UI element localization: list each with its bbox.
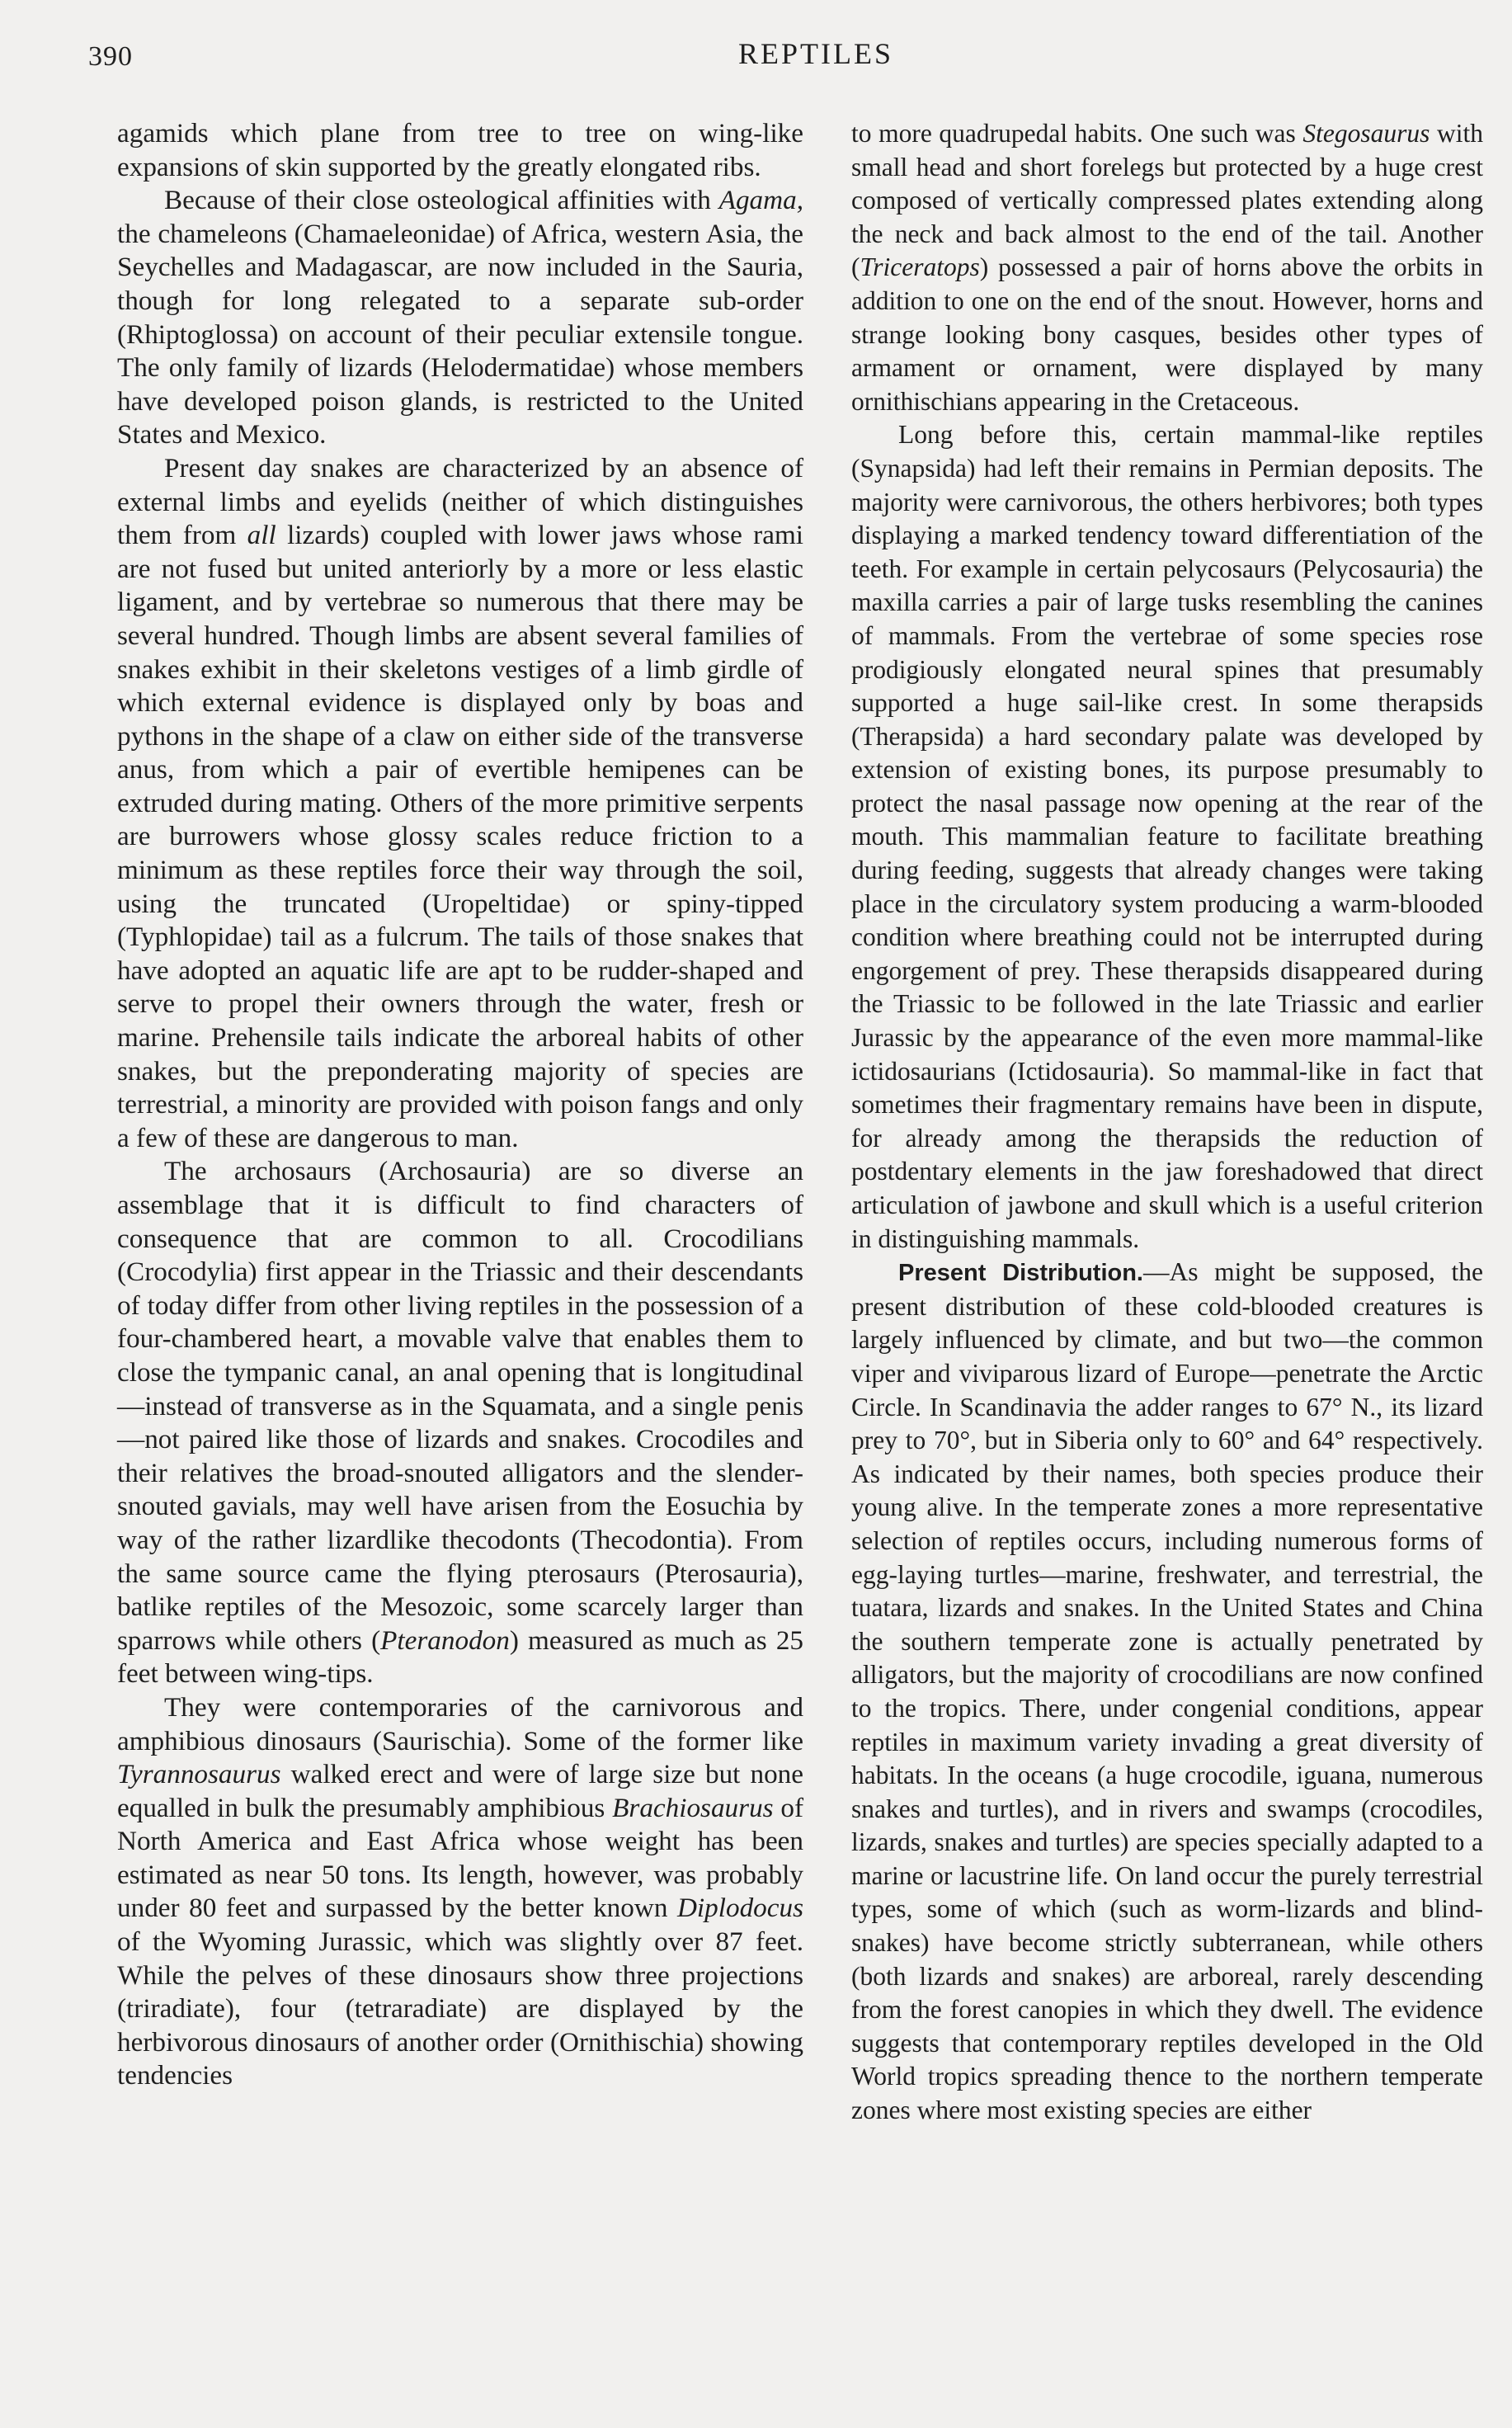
- genus-name: Diplodocus: [676, 1893, 803, 1924]
- page-number: 390: [88, 41, 133, 72]
- paragraph: to more quadrupedal habits. One such was Stegosaurus with small head and short forelegs but protected by a huge crest composed of vertically compressed plates extending along the neck and back almost to the end of the tail. Another (Triceratops) possessed a pair of horns above the orbits in addition to one on the end of the snout. However, horns and strange looking bony casques, besides other types of armament or ornament, were displayed by many ornithischians appearing in the Cretaceous.: [851, 119, 1483, 416]
- running-title: REPTILES: [738, 37, 894, 70]
- paragraph: Present day snakes are characterized by an absence of external limbs and eyelids (neither of which distinguishes them from all lizards) coupled with lower jaws whose rami are not fused but united anteriorly by a more or less elastic ligament, and by vertebrae so numerous that there may be several hundred. Though limbs are absent several families of snakes exhibit in their skeletons vestiges of a limb girdle of which external evidence is displayed only by boas and pythons in the shape of a claw on either side of the transverse anus, from which a pair of evertible hemipenes can be extruded during mating. Others of the more primitive serpents are burrowers whose glossy scales reduce friction to a minimum as these reptiles force their way through the soil, using the truncated (Uropeltidae) or spiny-tipped (Typhlopidae) tail as a fulcrum. The tails of those snakes that have adopted an aquatic life are apt to be rudder-shaped and serve to propel their owners through the water, fresh or marine. Prehensile tails indicate the arboreal habits of other snakes, but the preponderating majority of species are terrestrial, a minority are provided with poison fangs and only a few of these are dangerous to man.: [117, 452, 803, 1153]
- paragraph: Because of their close osteological affinities with Agama, the chameleons (Chamaeleonidae) of Africa, western Asia, the Seychelles and Madagascar, are now included in the Sauria, though for long relegated to a separate sub-order (Rhiptoglossa) on account of their peculiar extensile tongue. The only family of lizards (Helodermatidae) whose members have developed poison glands, is restricted to the United States and Mexico.: [117, 185, 803, 450]
- genus-name: Brachiosaurus: [612, 1792, 774, 1823]
- right-column: [851, 117, 1483, 2128]
- paragraph: agamids which plane from tree to tree on wing-like expansions of skin supported by the greatly elongated ribs.: [117, 118, 803, 182]
- genus-name: Stegosaurus: [1302, 119, 1430, 148]
- genus-name: Agama,: [718, 185, 803, 216]
- left-column: [117, 117, 803, 2093]
- paragraph: They were contemporaries of the carnivorous and amphibious dinosaurs (Saurischia). Some of the former like Tyrannosaurus walked erect and were of large size but none equalled in bulk the presumably amphibious Brachiosaurus of North America and East Africa whose weight has been estimated as near 50 tons. Its length, however, was probably under 80 feet and surpassed by the better known Diplodocus of the Wyoming Jurassic, which was slightly over 87 feet. While the pelves of these dinosaurs show three projections (triradiate), four (tetraradiate) are displayed by the herbivorous dinosaurs of another order (Ornithischia) showing tendencies: [117, 1691, 803, 2091]
- paragraph: Long before this, certain mammal-like reptiles (Synapsida) had left their remains in Permian deposits. The majority were carnivorous, the others herbivores; both types displaying a marked tendency toward differentiation of the teeth. For example in certain pelycosaurs (Pelycosauria) the maxilla carries a pair of large tusks resembling the canines of mammals. From the vertebrae of some species rose prodigiously elongated neural spines that presumably supported a huge sail-like crest. In some therapsids (Therapsida) a hard secondary palate was developed by extension of existing bones, its purpose presumably to protect the nasal passage now opening at the rear of the mouth. This mammalian feature to facilitate breathing during feeding, suggests that already changes were taking place in the circulatory system producing a warm-blooded condition where breathing could not be interrupted during engorgement of prey. These therapsids disappeared during the Triassic to be followed in the late Triassic and earlier Jurassic by the appearance of the even more mammal-like ictidosaurians (Ictidosauria). So mammal-like in fact that sometimes their fragmentary remains have been in dispute, for already among the therapsids the reduction of postdentary elements in the jaw foreshadowed that direct articulation of jawbone and skull which is a useful criterion in distinguishing mammals.: [851, 420, 1483, 1253]
- running-head: [0, 33, 1512, 74]
- paragraph: Present Distribution.—As might be supposed, the present distribution of these cold-blooded creatures is largely influenced by climate, and but two—the common viper and viviparous lizard of Europe—penetrate the Arctic Circle. In Scandinavia the adder ranges to 67° N., its lizard prey to 70°, but in Siberia only to 60° and 64° respectively. As indicated by their names, both species produce their young alive. In the temperate zones a more representative selection of reptiles occurs, including numerous forms of egg-laying turtles—marine, freshwater, and terrestrial, the tuatara, lizards and snakes. In the United States and China the southern temperate zone is actually penetrated by alligators, but the majority of crocodilians are now confined to the tropics. There, under congenial conditions, appear reptiles in maximum variety invading a great diversity of habitats. In the oceans (a huge crocodile, iguana, numerous snakes and turtles), and in rivers and swamps (crocodiles, lizards, snakes and turtles) are species specially adapted to a marine or lacustrine life. On land occur the purely terrestrial types, some of which (such as worm-lizards and blind-snakes) have become strictly subterranean, while others (both lizards and snakes) are arboreal, rarely descending from the forest canopies in which they dwell. The evidence suggests that contemporary reptiles developed in the Old World tropics spreading thence to the northern temperate zones where most existing species are either: [851, 1257, 1483, 2125]
- genus-name: Tyrannosaurus: [117, 1759, 281, 1790]
- emphasis: all: [247, 520, 276, 551]
- genus-name: Pteranodon: [380, 1624, 510, 1656]
- paragraph: The archosaurs (Archosauria) are so diverse an assemblage that it is difficult to find characters of consequence that are common to all. Crocodilians (Crocodylia) first appear in the Triassic and their descendants of today differ from other living reptiles in the possession of a four-chambered heart, a movable valve that enables them to close the tympanic canal, an anal opening that is longitudinal—instead of transverse as in the Squamata, and a single penis—not paired like those of lizards and snakes. Crocodiles and their relatives the broad-snouted alligators and the slender-snouted gavials, may well have arisen from the Eosuchia by way of the rather lizardlike thecodonts (Thecodontia). From the same source came the flying pterosaurs (Pterosauria), batlike reptiles of the Mesozoic, some scarcely larger than sparrows while others (Pteranodon) measured as much as 25 feet between wing-tips.: [117, 1156, 804, 1690]
- section-heading: Present Distribution.: [898, 1260, 1143, 1287]
- genus-name: Triceratops: [860, 252, 980, 282]
